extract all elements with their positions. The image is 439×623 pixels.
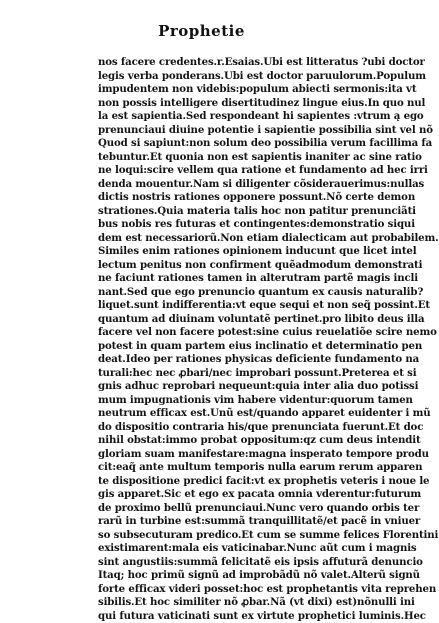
text-line: deat.Ideo per rationes physicas deficiente fundamento na [98, 353, 370, 367]
body-text [98, 56, 370, 623]
text-line: quantum ad diuinam voluntatẽ pertinet.pro libito deus illa [98, 313, 370, 327]
text-line: impudentem non videbis:populum abiecti sermonis:ita vt [98, 83, 370, 97]
text-line: rarũ in turbine est:summã tranquillitatẽ/et pacẽ in vniuer [98, 515, 370, 529]
text-line: existimarent:mala eis vaticinabar.Nunc aũt cum i magnis [98, 542, 370, 556]
text-line: ne faciunt rationes tamen in alterutram partẽ magis incli [98, 272, 370, 286]
text-line: strationes.Quia materia talis hoc non patitur prenunciãti [98, 205, 370, 219]
text-line: nant.Sed que ego prenuncio quantum ex causis naturalib? [98, 286, 370, 300]
text-line: do dispositio contraria his/que prenunciata fuerunt.Et doc [98, 421, 370, 435]
text-line: bus nobis res futuras et contingentes:demonstratio siqui [98, 218, 370, 232]
text-line: qui futura vaticinati sunt ex virtute prophetici luminis.Hec [98, 610, 370, 623]
text-line: Itaq; hoc primũ signũ ad improbãdũ nõ valet.Alterũ signũ [98, 569, 370, 583]
text-line: neutrum efficax est.Unũ est/quando apparet euidenter i mũ [98, 407, 370, 421]
text-line: lectum penitus non confirment quẽadmodum demonstrati [98, 259, 370, 273]
text-line: ne loqui:scire vellem qua ratione et fundamento ad hec irri [98, 164, 370, 178]
text-line: dem est necessariorũ.Non etiam dialecticam aut probabilem. [98, 232, 370, 246]
text-line: gnis adhuc reprobari nequeunt:quia inter alia duo potissi [98, 380, 370, 394]
text-line: prenunciaui diuine potentie i sapientie possibilia sint vel nõ [98, 124, 370, 138]
text-line: cit:eaq̃ ante multum temporis nulla earum rerum apparen [98, 461, 370, 475]
text-line: te dispositione predici facit:vt ex prophetis veteris i noue le [98, 475, 370, 489]
text-line: denda mouentur.Nam si diligenter cõsiderauerimus:nullas [98, 178, 370, 192]
text-line: nihil obstat:immo probat oppositum:qz cum deus intendit [98, 434, 370, 448]
text-line: forte efficax videri posset:hoc est prophetantis vita reprehen [98, 583, 370, 597]
text-line: gis apparet.Sic et ego ex pacata omnia vderentur:futurum [98, 488, 370, 502]
text-line: sint angustiis:summã felicitatẽ eis ipsis affuturã denuncio [98, 556, 370, 570]
text-line: so subsecuturam predico.Et cum se summe felices Florentini [98, 529, 370, 543]
text-line: non possis intelligere disertitudinez lingue eius.In quo nul [98, 97, 370, 111]
text-line: gloriam suam manifestare:magna insperato tempore produ [98, 448, 370, 462]
running-head: Prophetie [0, 22, 403, 40]
text-line: dictis nostris rationes opponere possunt.Nõ certe demon [98, 191, 370, 205]
text-line: nos facere credentes.r.Esaias.Ubi est litteratus ?ubi doctor [98, 56, 370, 70]
text-line: legis verba ponderans.Ubi est doctor paruulorum.Populum [98, 70, 370, 84]
text-line: Quod si sapiunt:non solum deo possibilia verum facillima fa [98, 137, 370, 151]
text-line: de proximo bellũ prenunciaui.Nunc vero quando orbis ter [98, 502, 370, 516]
text-line: turali:hec nec ꝓbari/nec improbari possunt.Preterea et si [98, 367, 370, 381]
text-line: facere vel non facere potest:sine cuius reuelatiõe scire nemo [98, 326, 370, 340]
text-line: sibilis.Et hoc similiter nõ ꝓbar.Nã (vt dixi) est)nõnulli ini [98, 596, 370, 610]
text-line: Similes enim rationes opinionem inducunt que licet intel [98, 245, 370, 259]
text-line: potest in quam partem eius inclinatio et determinatio pen [98, 340, 370, 354]
text-line: la est sapientia.Sed respondeant hi sapientes :vtrum ą ego [98, 110, 370, 124]
text-line: tebuntur.Et quonia non est sapientis inaniter ac sine ratio [98, 151, 370, 165]
text-line: liquet.sunt indifferentia:vt eque sequi et non seq̃ possint.Et [98, 299, 370, 313]
text-line: mum impugnationis vim habere videntur:quorum tamen [98, 394, 370, 408]
